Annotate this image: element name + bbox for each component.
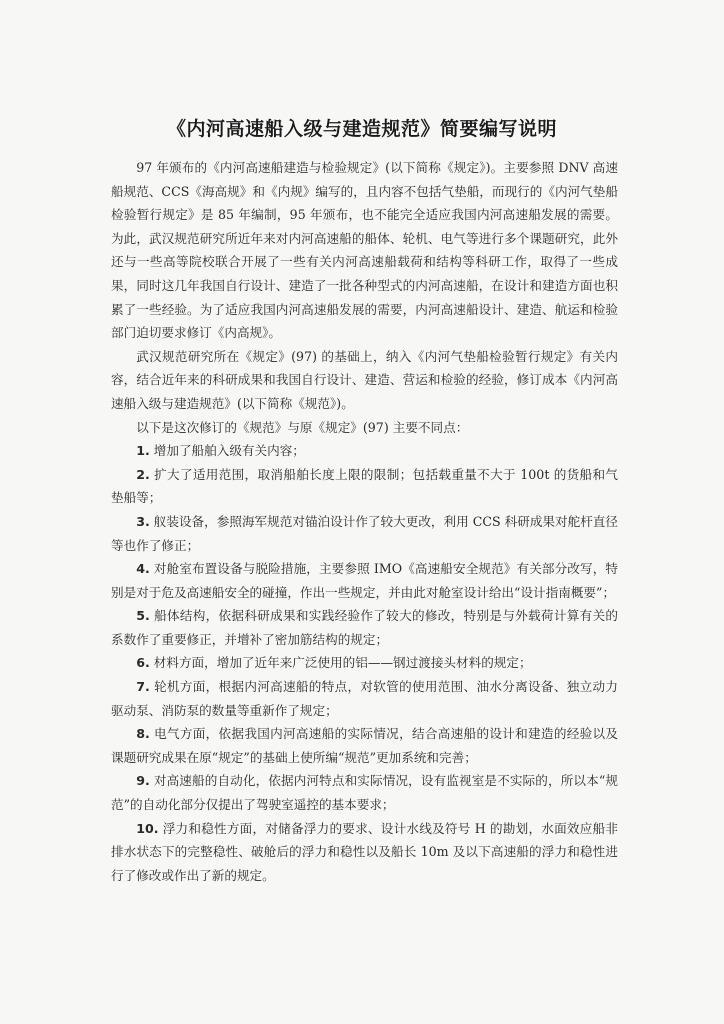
list-item-2: 2. 扩大了适用范围，取消船舶长度上限的限制；包括载重量不大于 100t 的货船和气垫船等；	[111, 466, 618, 506]
intro-paragraph-3: 以下是这次修订的《规范》与原《规定》(97) 主要不同点：	[136, 419, 469, 435]
list-item-3: 3. 舣装设备，参照海军规范对锚泊设计作了较大更改，利用 CCS 科研成果对舵杆直径等也作了修正；	[111, 513, 618, 553]
list-item-9: 9. 对高速船的自动化，依据内河特点和实际情况，设有监视室是不实际的，所以本“规范”的自动化部分仅提出了驾驶室遥控的基本要求；	[111, 773, 618, 813]
list-item-1: 1. 增加了船舶入级有关内容；	[136, 443, 305, 459]
list-item-7: 7. 轮机方面，根据内河高速船的特点，对软管的使用范围、油水分离设备、独立动力驱动泵、消防泵的数量等重新作了规定；	[111, 679, 618, 718]
intro-paragraph-1: 97 年颁布的《内河高速船建造与检验规定》(以下简称《规定》)。主要参照 DNV 高速船规范、CCS《海高规》和《内规》编写的，且内容不包括气垫船，而现行的《内河气垫船检验暂行规定》是 85 年编制，95 年颁布，也不能完全适应我国内河高速船发展的需要。为此，武汉规范研究所近年来对内河高速船的船体、轮机、电气等进行多个课题研究，此外还与一些高等院校联合开展了一些有关内河高速船载荷和结构等科研工作，取得了一些成果，同时这几年我国自行设计、建造了一批各种型式的内河高速船，在设计和建造方面也积累了一些经验。为了适应我国内河高速船发展的需要，内河高速船设计、建造、航运和检验部门迫切要求修订《内高规》。	[111, 160, 618, 341]
list-item-6: 6. 材料方面，增加了近年来广泛使用的铝——钢过渡接头材料的规定；	[136, 655, 532, 671]
list-item-10: 10. 浮力和稳性方面，对储备浮力的要求、设计水线及符号 H 的勘划，水面效应船非排水状态下的完整稳性、破舱后的浮力和稳性以及船长 10m 及以下高速船的浮力和稳性进行了修改或作出了新的规定。	[111, 820, 618, 883]
list-item-8: 8. 电气方面，依据我国内河高速船的实际情况，结合高速船的设计和建造的经验以及课题研究成果在原“规定”的基础上使所编“规范”更加系统和完善；	[111, 726, 618, 765]
document-title: 《内河高速船入级与建造规范》简要编写说明	[166, 118, 557, 140]
intro-paragraph-2: 武汉规范研究所在《规定》(97) 的基础上，纳入《内河气垫船检验暂行规定》有关内容，结合近年来的科研成果和我国自行设计、建造、营运和检验的经验，修订成本《内河高速船入级与建造规范》(以下简称《规范》)。	[111, 348, 618, 411]
list-item-5: 5. 船体结构，依据科研成果和实践经验作了较大的修改，特别是与外载荷计算有关的系数作了重要修正，并增补了密加筋结构的规定；	[111, 608, 618, 647]
document-body	[111, 156, 618, 887]
list-item-4: 4. 对舱室布置设备与脱险措施，主要参照 IMO《高速船安全规范》有关部分改写，特别是对于危及高速船安全的碰撞，作出一些规定，并由此对舱室设计给出“设计指南概要”；	[111, 561, 618, 600]
